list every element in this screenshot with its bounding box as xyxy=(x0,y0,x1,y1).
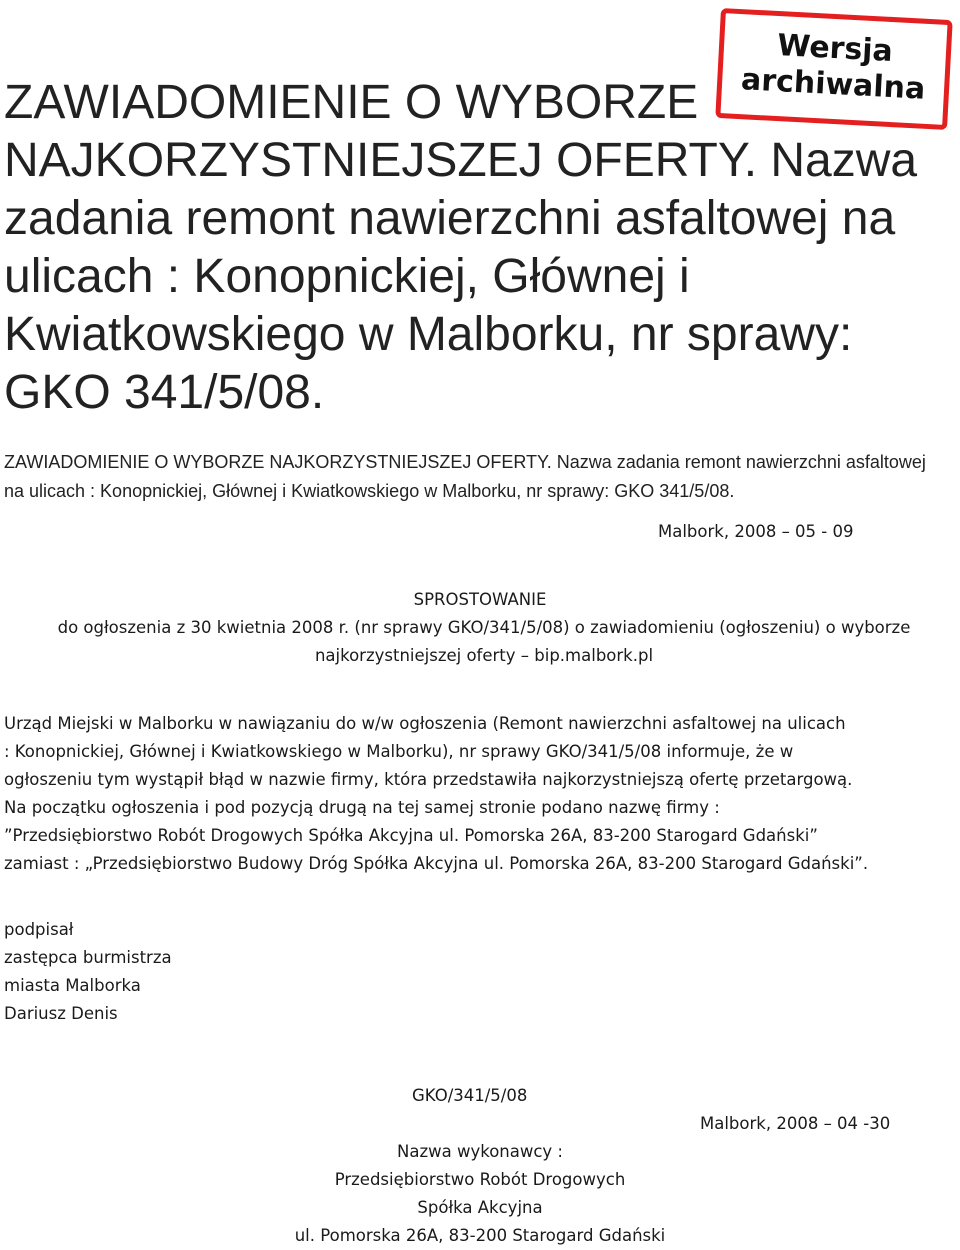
paragraph-line: Na początku ogłoszenia i pod pozycją drugą na tej samej stronie podano nazwę firmy : xyxy=(4,798,720,817)
page-title: ZAWIADOMIENIE O WYBORZE NAJKORZYSTNIEJSZEJ OFERTY. Nazwa zadania remont nawierzchni asfaltowej na ulicach : Konopnickiej, Głównej i Kwiatkowskiego w Malborku, nr sprawy: GKO 341/5/08. xyxy=(4,76,918,419)
correction-subheading: do ogłoszenia z 30 kwietnia 2008 r. (nr sprawy GKO/341/5/08) o zawiadomieniu (ogłoszeniu) o wyborze najkorzystniejszej oferty – bip.malbork.pl xyxy=(57,618,911,665)
contractor-address: ul. Pomorska 26A, 83-200 Starogard Gdański xyxy=(294,1226,666,1245)
correction-heading: SPROSTOWANIE xyxy=(413,590,547,609)
contractor-label: Nazwa wykonawcy : xyxy=(397,1142,563,1161)
contractor-name-line-2: Spółka Akcyjna xyxy=(417,1198,543,1217)
paragraph-line: ogłoszeniu tym wystąpił błąd w nazwie firmy, która przedstawiła najkorzystniejszą ofertę przetargową. xyxy=(4,770,853,789)
paragraph-line: : Konopnickiej, Głównej i Kwiatkowskiego w Malborku), nr sprawy GKO/341/5/08 informuje, że w xyxy=(4,742,794,761)
signature-block xyxy=(4,916,172,1028)
contractor-block xyxy=(230,1138,730,1250)
date-bottom: Malbork, 2008 – 04 -30 xyxy=(700,1114,891,1133)
signature-name: Dariusz Denis xyxy=(4,1004,118,1023)
stamp-line-1: Wersja xyxy=(776,28,894,70)
case-reference: GKO/341/5/08 xyxy=(412,1086,528,1105)
contractor-name-line-1: Przedsiębiorstwo Robót Drogowych xyxy=(334,1170,626,1189)
date-top: Malbork, 2008 – 05 - 09 xyxy=(658,522,854,541)
signature-role: zastępca burmistrza xyxy=(4,948,172,967)
document-title: ZAWIADOMIENIE O WYBORZE NAJKORZYSTNIEJSZEJ OFERTY. Nazwa zadania remont nawierzchni asfaltowej na ulicach : Konopnickiej, Głównej i Kwiatkowskiego w Malborku, nr sprawy: GKO 341/5/08. xyxy=(4,452,926,501)
paragraph-line: zamiast : „Przedsiębiorstwo Budowy Dróg Spółka Akcyjna ul. Pomorska 26A, 83-200 Starogard Gdański”. xyxy=(4,854,869,873)
signature-city: miasta Malborka xyxy=(4,976,141,995)
paragraph-line: Urząd Miejski w Malborku w nawiązaniu do w/w ogłoszenia (Remont nawierzchni asfaltowej na ulicach xyxy=(4,714,846,733)
stamp-line-2: archiwalna xyxy=(740,62,927,107)
correction-paragraph xyxy=(4,710,960,878)
signature-signed: podpisał xyxy=(4,920,74,939)
paragraph-line: ”Przedsiębiorstwo Robót Drogowych Spółka Akcyjna ul. Pomorska 26A, 83-200 Starogard Gdański” xyxy=(4,826,818,845)
